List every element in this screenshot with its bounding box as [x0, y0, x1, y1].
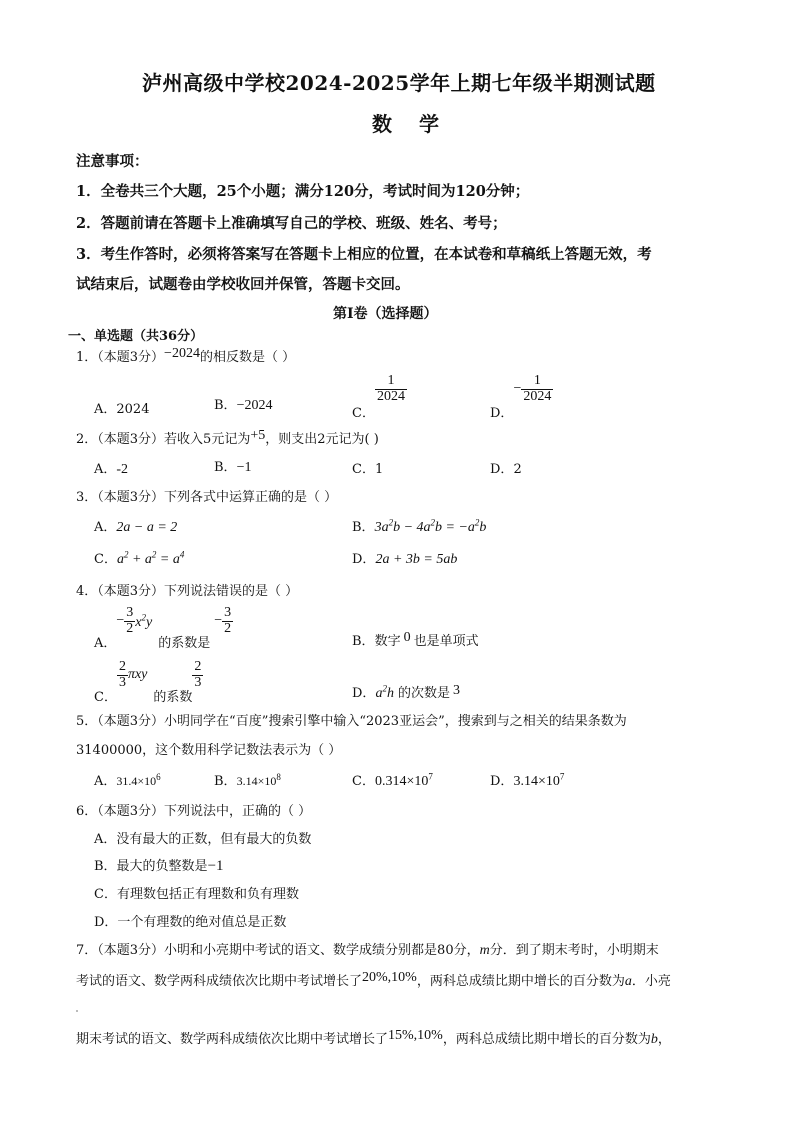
q2-option-c: [352, 458, 383, 477]
q2-option-a: [94, 458, 128, 478]
option-value: [374, 517, 487, 535]
exponent: 2: [474, 517, 480, 528]
part-title: 第Ⅰ卷（选择题）: [333, 306, 438, 322]
option-value: [116, 549, 185, 567]
option-label: B．: [352, 634, 375, 649]
option-label: D．: [352, 552, 376, 567]
q1-suffix: 的相反数是（ ）: [199, 350, 296, 365]
text: 考试的语文、数学两科成绩依次比期中考试增长了: [76, 974, 363, 989]
text: ，: [657, 1032, 671, 1047]
variable: a: [624, 974, 632, 989]
option-label: D．: [352, 686, 376, 701]
monomial: [375, 683, 394, 701]
denominator: 2024: [523, 388, 552, 404]
monomial: [135, 611, 153, 630]
text: 分．到了期末考时，小明期末: [489, 943, 659, 958]
option-label: D．: [490, 774, 514, 789]
option-label: A．: [94, 635, 117, 651]
q3-option-d: [352, 548, 457, 568]
question-1-stem: [76, 346, 295, 365]
q2-expr: +5: [250, 428, 266, 443]
question-7-line-1: [76, 939, 659, 959]
q2-option-b: [214, 456, 251, 476]
option-label: A．: [94, 520, 117, 535]
term: b − 4a: [393, 520, 431, 535]
exam-title: 泸州高级中学校2024-2025学年上期七年级半期测试题: [142, 71, 656, 95]
option-label: C．: [94, 689, 117, 705]
q6-option-c: C．有理数包括正有理数和负有理数: [94, 887, 299, 902]
numerator: 1: [375, 374, 407, 390]
q1-option-b: [214, 394, 272, 414]
text: ，两科总成绩比期中增长的百分数为: [416, 974, 625, 989]
variable: h: [386, 686, 394, 701]
note-item-2: 2．答题前请在答题卡上准确填写自己的学校、班级、姓名、考号；: [76, 215, 507, 232]
option-text: 的系数是: [158, 635, 211, 651]
fraction: [222, 606, 233, 636]
q4-option-c: [94, 659, 203, 705]
variable: x: [135, 614, 142, 630]
mantissa: 0.314×10: [374, 774, 429, 789]
q6-option-b: [94, 855, 224, 875]
notes-heading: 注意事项：: [76, 153, 149, 170]
exponent: 7: [559, 771, 565, 782]
option-value: 2a − a = 2: [116, 520, 178, 535]
option-text: B．最大的负整数是: [94, 859, 208, 874]
percent-values: 20%,10%: [362, 970, 417, 985]
option-value: 1: [374, 462, 384, 477]
q1-expr: −2024: [164, 346, 200, 361]
option-text: 数字: [374, 634, 401, 649]
option-label: A．: [94, 402, 117, 417]
q1-option-c: [352, 373, 407, 421]
text: ，两科总成绩比期中增长的百分数为: [442, 1032, 651, 1047]
text: 期末考试的语文、数学两科成绩依次比期中考试增长了: [76, 1032, 389, 1047]
exponent: 2: [388, 517, 394, 528]
question-4-stem: 4．（本题3分）下列说法错误的是（ ）: [76, 584, 299, 599]
note-item-1: 1．全卷共三个大题，25个小题；满分120分，考试时间为120分钟；: [76, 183, 530, 200]
monomial: πxy: [127, 667, 148, 683]
question-5-stem-a: 5．（本题3分）小明同学在“百度”搜索引擎中输入“2023亚运会”，搜索到与之相关的结果条数为: [76, 714, 627, 729]
numerator: 1: [521, 374, 553, 390]
term: 3a: [374, 520, 389, 535]
denominator: 3: [118, 674, 126, 690]
mantissa: 3.14×10: [236, 774, 277, 788]
fraction: [375, 374, 407, 404]
option-text: 的次数是: [397, 686, 450, 701]
q4-option-b: [352, 630, 479, 649]
option-label: D．: [490, 405, 514, 421]
q4-option-d: [352, 682, 460, 702]
option-label: B．: [214, 460, 237, 475]
option-value: 2: [513, 462, 522, 477]
option-label: C．: [352, 462, 375, 477]
exponent: 2: [141, 611, 147, 622]
denominator: 2024: [376, 388, 405, 404]
q1-option-a: [94, 398, 149, 417]
option-label: B．: [214, 398, 237, 413]
q2-suffix: ，则支出2元记为( ): [265, 432, 379, 447]
option-value: −1: [207, 858, 224, 874]
numerator: 2: [118, 659, 126, 674]
question-6-stem: 6．（本题3分）下列说法中，正确的（ ）: [76, 804, 312, 819]
mantissa: 3.14×10: [513, 774, 560, 789]
option-label: C．: [352, 774, 375, 789]
option-value: −1: [236, 460, 252, 475]
option-text: 也是单项式: [413, 634, 479, 649]
term: = a: [156, 552, 180, 567]
q5-option-a: [94, 770, 161, 789]
variable: b: [650, 1032, 658, 1047]
exponent: 2: [430, 517, 436, 528]
exponent: 8: [276, 772, 281, 782]
numerator: 3: [126, 605, 134, 620]
option-value: [116, 774, 160, 788]
exponent: 6: [156, 772, 161, 782]
fraction: [117, 660, 128, 690]
question-5-stem-b: 31400000，这个数用科学记数法表示为（ ）: [76, 743, 342, 758]
term: b = −a: [435, 520, 475, 535]
option-text: 的系数: [153, 689, 193, 705]
option-label: A．: [94, 462, 117, 477]
option-label: B．: [214, 774, 237, 789]
minus-sign: −: [214, 613, 223, 629]
option-value: −2024: [236, 398, 273, 413]
percent-values: 15%,10%: [388, 1028, 443, 1043]
option-value: [237, 774, 281, 788]
question-2-stem: [76, 428, 379, 447]
question-7-line-2: [76, 970, 671, 990]
fraction: [521, 374, 553, 404]
mantissa: 31.4×10: [116, 774, 157, 788]
option-value: [513, 771, 565, 789]
variable: y: [146, 614, 153, 630]
q3-option-b: [352, 516, 486, 536]
denominator: 2: [224, 620, 232, 636]
text: ．小亮: [631, 974, 671, 989]
numerator: 3: [224, 605, 232, 620]
term: + a: [128, 552, 152, 567]
note-item-3a: 3．考生作答时，必须将答案写在答题卡上相应的位置，在本试卷和草稿纸上答题无效，考: [76, 246, 652, 263]
q2-option-d: [490, 458, 522, 477]
exponent: 7: [428, 771, 433, 782]
q2-prefix: 2．（本题3分）若收入5元记为: [76, 432, 251, 447]
exponent: 2: [151, 549, 157, 560]
q6-option-a: A．没有最大的正数，但有最大的负数: [94, 832, 312, 847]
denominator: 3: [194, 674, 202, 690]
exponent: 2: [123, 549, 129, 560]
q5-option-c: [352, 770, 433, 790]
option-label: D．: [490, 462, 514, 477]
option-value: 2024: [116, 402, 150, 417]
q1-prefix: 1．（本题3分）: [76, 350, 165, 365]
option-value: [374, 771, 433, 789]
number-zero: 0: [403, 630, 411, 645]
section-title: 一、单选题（共36分）: [68, 329, 204, 344]
fraction: [124, 606, 135, 636]
q5-option-d: [490, 770, 564, 790]
option-value: 2a + 3b = 5ab: [375, 552, 458, 567]
scan-speck: [76, 1010, 78, 1012]
option-value: -2: [116, 462, 129, 477]
numerator: 2: [194, 659, 202, 674]
option-value: 3: [452, 683, 460, 698]
option-label: C．: [94, 552, 117, 567]
minus-sign: −: [116, 613, 125, 629]
denominator: 2: [126, 620, 134, 636]
q5-option-b: [214, 770, 281, 789]
exponent: 2: [382, 683, 387, 694]
term: b: [479, 520, 487, 535]
term: a: [116, 552, 124, 567]
variable: a: [375, 686, 383, 701]
text: 7．（本题3分）小明和小亮期中考试的语文、数学成绩分别都是80分，: [76, 943, 480, 958]
subject-title: 数 学: [372, 112, 449, 136]
option-label: C．: [352, 405, 375, 421]
question-7-line-3: [76, 1028, 671, 1048]
fraction: [192, 660, 203, 690]
minus-sign: −: [513, 381, 522, 397]
q3-option-c: [94, 548, 184, 568]
q6-option-d: D．一个有理数的绝对值总是正数: [94, 915, 287, 930]
exponent: 4: [179, 549, 185, 560]
note-item-3b: 试结束后，试题卷由学校收回并保管，答题卡交回。: [76, 276, 410, 293]
question-3-stem: 3．（本题3分）下列各式中运算正确的是（ ）: [76, 490, 338, 505]
option-label: A．: [94, 774, 117, 789]
q1-option-d: [490, 373, 553, 421]
option-label: B．: [352, 520, 375, 535]
variable: m: [479, 943, 490, 958]
q3-option-a: [94, 516, 177, 536]
q4-option-a: [94, 605, 233, 651]
